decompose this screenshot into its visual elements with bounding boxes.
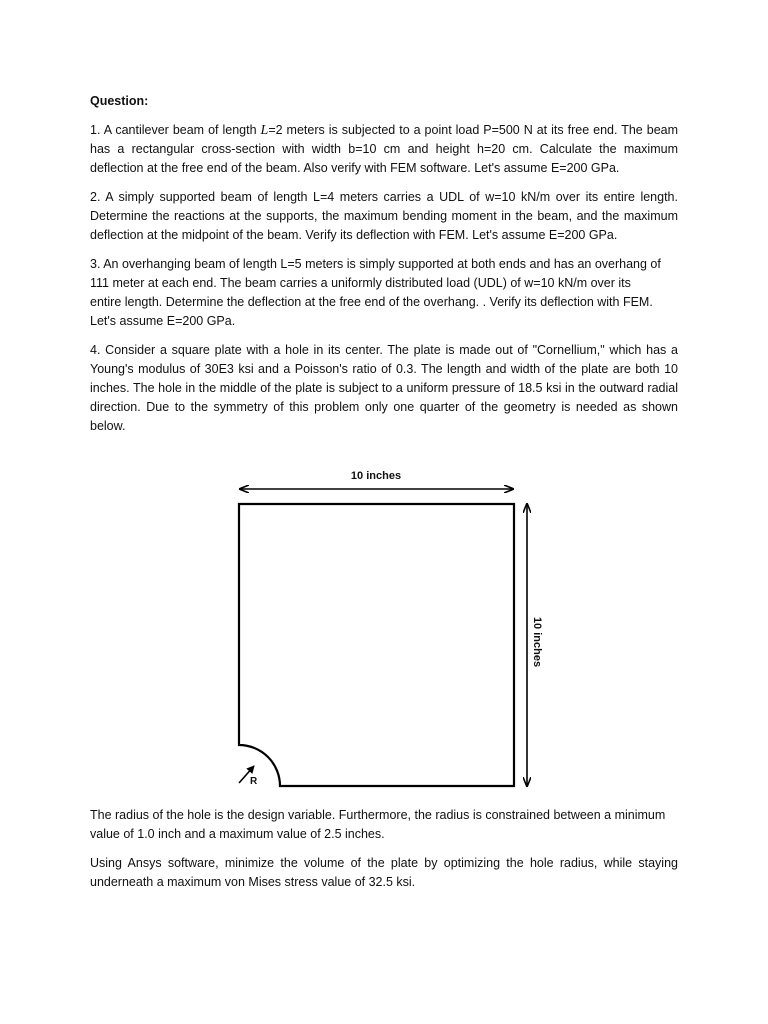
question-1-text: =2 meters is subjected to a point load P=500 N at its free end. The beam has a rectangular cross-section with width b=10 cm and height h=20 cm. Calculate the maximum deflection at the free end of the beam. Also verify with FEM software. Let's assume E=200 GPa. [90, 123, 679, 175]
optimization-paragraph: Using Ansys software, minimize the volume of the plate by optimizing the hole radius, while staying underneath a maximum von Mises stress value of 32.5 ksi. [90, 856, 678, 889]
radius-label: R [250, 776, 258, 787]
top-dimension-label: 10 inches [350, 470, 402, 482]
design-variable-line-2: value of 1.0 inch and a maximum value of 2.5 inches. [90, 827, 385, 841]
question-4: 4. Consider a square plate with a hole in its center. The plate is made out of "Cornellium," which has a Young's modulus of 30E3 ksi and a Poisson's ratio of 0.3. The length and width of the plate are both 10 inches. The hole in the middle of the plate is subject to a uniform pressure of 18.5 ksi in the outward radial direction. Due to the symmetry of this problem only one quarter of the geometry is needed as shown below. [90, 343, 678, 433]
design-variable-section [90, 806, 678, 902]
plate-outline [239, 504, 514, 786]
design-variable-paragraph [90, 806, 678, 844]
question-3-line-1: 3. An overhanging beam of length L=5 meters is simply supported at both ends and has an overhang of [90, 257, 661, 271]
right-dimension-label: 10 inches [531, 616, 543, 668]
question-1-variable: L [260, 123, 269, 138]
question-heading: Question: [90, 94, 149, 108]
question-3-line-3: entire length. Determine the deflection at the free end of the overhang. . Verify its deflection with FEM. [90, 295, 653, 309]
question-3-line-4: Let's assume E=200 GPa. [90, 314, 236, 328]
question-2: 2. A simply supported beam of length L=4 meters carries a UDL of w=10 kN/m over its entire length. Determine the reactions at the supports, the maximum bending moment in the beam, and the maximum deflection at the midpoint of the beam. Verify its deflection with FEM. Let's assume E=200 GPa. [90, 190, 678, 242]
question-3-line-2: 111 meter at each end. The beam carries a uniformly distributed load (UDL) of w=10 kN/m over its [90, 276, 631, 290]
question-1-prefix: 1. A cantilever beam of length [90, 123, 261, 137]
design-variable-line-1: The radius of the hole is the design variable. Furthermore, the radius is constrained between a minimum [90, 808, 666, 822]
